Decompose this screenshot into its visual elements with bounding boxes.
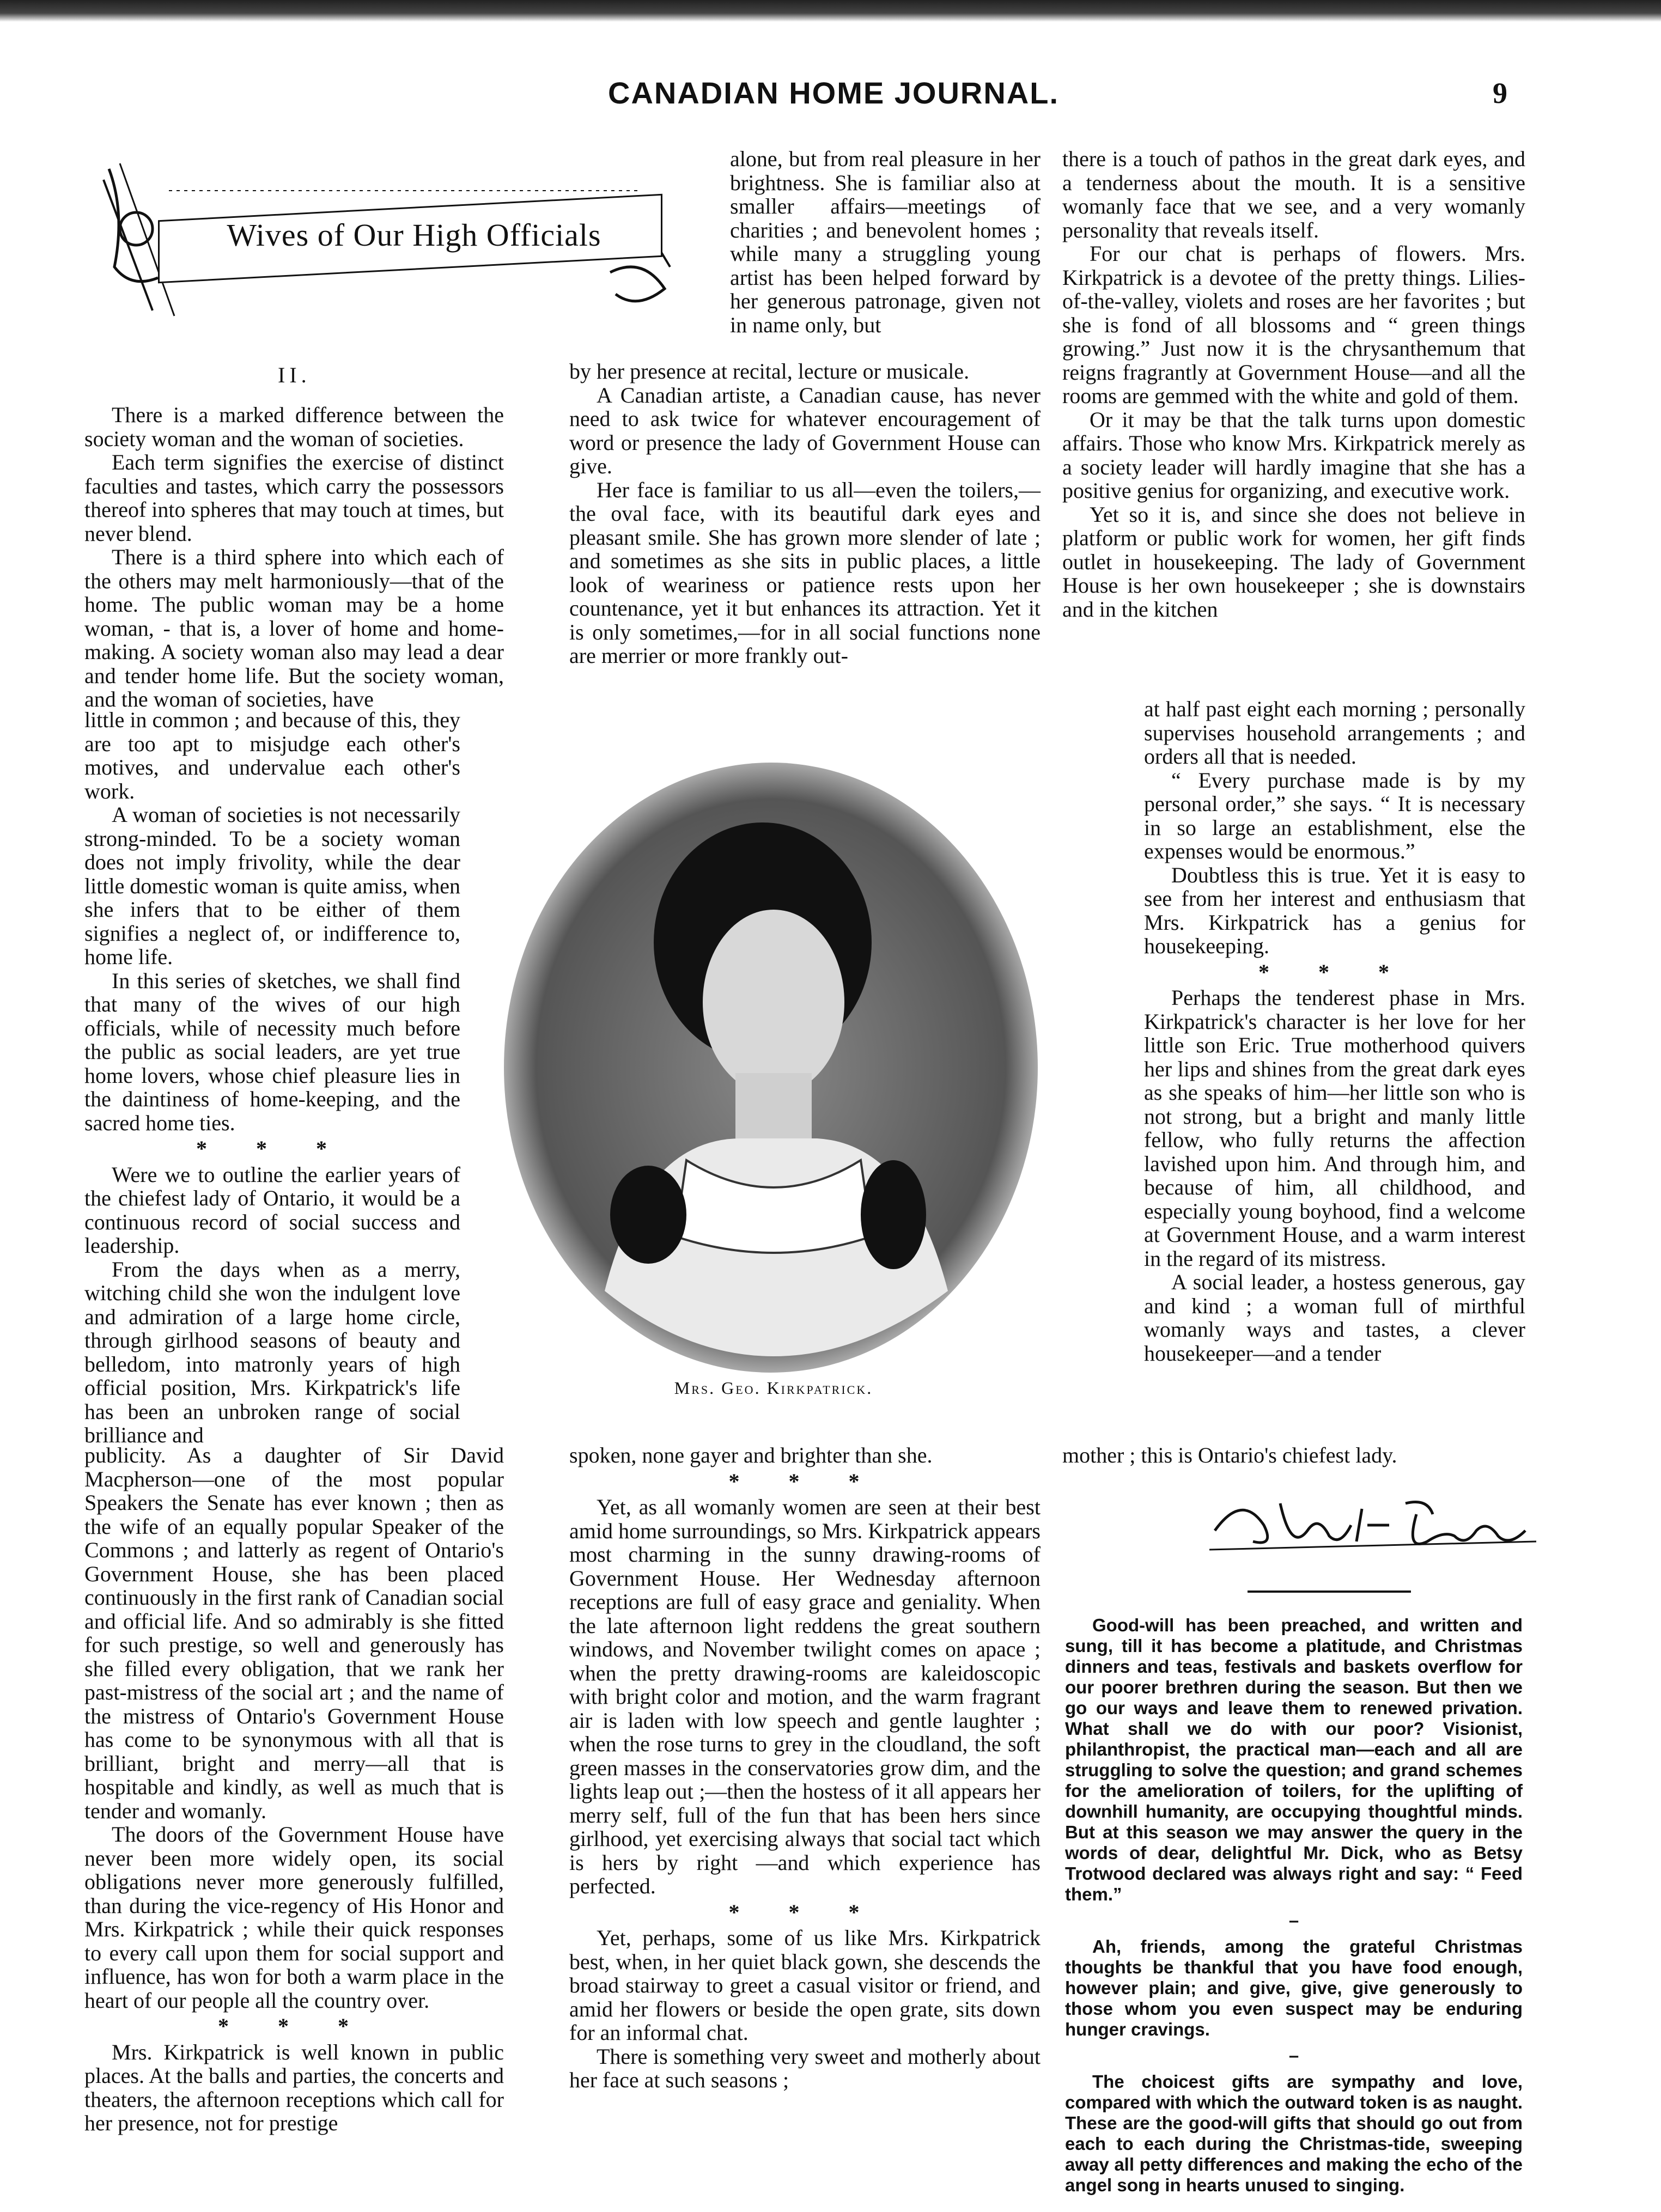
paragraph: there is a touch of pathos in the great dark eyes, and a tenderness about the mouth. It is a sensitive womanly face that we see, and a very womanly personality that reveals itself. [1062,147,1525,242]
section-divider: * * * [728,1468,881,1494]
section-divider: * * * [1258,959,1411,984]
paragraph: Ah, friends, among the grateful Christmas thoughts be thankful that you have food enough, however plain; and give, give, give generously to those whom you even suspect may be enduring hunger cravings. [1065,1936,1523,2039]
paragraph: alone, but from real pleasure in her brightness. She is familiar also at smaller affairs—meetings of charities ; and benevolent homes ; while many a struggling young artist has been helped forward by her generous patronage, given not in name only, but [730,147,1041,337]
paragraph: A Canadian artiste, a Canadian cause, has never need to ask twice for whatever encouragement of word or presence the lady of Government House can give. [569,382,1041,478]
portrait-image [479,746,1062,1389]
divider-rule [1248,1591,1411,1593]
paragraph: Perhaps the tenderest phase in Mrs. Kirkpatrick's character is her love for her little son Eric. True motherhood quivers her lips and shines from the great dark eyes as she speaks of him—her little son who is not strong, but a bright and manly little fellow, who fully returns the affection lavished upon him. And through him, and because of him, all childhood, and especially young boyhood, find a welcome at Government House, and a warm interest in the regard of its mistress. [1144,985,1525,1271]
paragraph: A social leader, a hostess generous, gay and kind ; a woman full of mirthful womanly ways and tastes, a clever housekeeper—and a tender [1144,1270,1525,1366]
section-divider: * * * [728,1899,881,1924]
paragraph: In this series of sketches, we shall find that many of the wives of our high officials, while of necessity much before the public as social leaders, are yet true home lovers, whose chief pleasure lies in the daintiness of home-keeping, and the sacred home ties. [84,968,460,1135]
author-signature [1198,1482,1553,1563]
page-number: 9 [1493,77,1507,109]
col3-middle [1144,697,1525,1365]
paragraph: Or it may be that the talk turns upon domestic affairs. Those who know Mrs. Kirkpatrick merely as a society leader will hardly imagine that she has a positive genius for organizing, and executive work. [1062,407,1525,503]
col2-top [569,359,1041,668]
paragraph: Each term signifies the exercise of distinct faculties and tastes, which carry the possessors thereof into spheres that may touch at times, but never blend. [84,450,504,546]
paragraph: The choicest gifts are sympathy and love, compared with which the outward token is as naught. These are the good-will gifts that should go out from each to each during the Christmas-tide, sweeping away all petty differences and making the echo of the angel song in hearts unused to singing. [1065,2071,1523,2195]
col2-top-narrow [730,147,1041,337]
col3-top [1062,147,1525,621]
paragraph: mother ; this is Ontario's chiefest lady. [1062,1443,1397,1467]
banner-title: Wives of Our High Officials [227,217,601,253]
journal-title: CANADIAN HOME JOURNAL. [608,76,1059,110]
paragraph: A woman of societies is not necessarily strong-minded. To be a society woman does not imply frivolity, while the dear little domestic woman is quite amiss, when she infers that to be either of them signifies a neglect of, or indifference to, home life. [84,802,460,969]
page-header [0,64,1661,124]
paragraph: Her face is familiar to us all—even the toilers,—the oval face, with its beautiful dark eyes and pleasant smile. She has grown more slender of late ; and sometimes as she sits in public places, a little look of weariness or patience rests upon her countenance, yet it but enhances its attraction. Yet it is only sometimes,—for in all social functions none are merrier or more frankly out- [569,477,1041,668]
divider-dash: – [1288,2045,1299,2065]
section-divider: * * * [218,2014,370,2038]
paragraph: For our chat is perhaps of flowers. Mrs. Kirkpatrick is a devotee of the pretty things. Lilies-of-the-valley, violets and roses are her favorites ; but she is fond of all blossoms and “ green things growing.” Just now it is the chrysanthemum that reigns fragrantly at Government House—and all the rooms are gemmed with the white and gold of them. [1062,241,1525,408]
signature-script [1198,1482,1553,1563]
paragraph: From the days when as a merry, witching child she won the indulgent love and admiration of a large home circle, through girlhood seasons of beauty and belledom, into matronly years of high official position, Mrs. Kirkpatrick's life has been an unbroken range of social brilliance and [84,1257,460,1447]
col3-end [1062,1443,1525,1467]
section-banner [93,147,686,321]
paragraph: little in common ; and because of this, they are too apt to misjudge each other's motives, and undervalue each other's work. [84,708,460,803]
paragraph: The doors of the Government House have never been more widely open, its social obligations never more generously fulfilled, than during the vice-regency of His Honor and Mrs. Kirkpatrick ; while their quick responses to every call upon them for social support and influence, has won for both a warm place in the heart of our people all the country over. [84,1822,504,2013]
paragraph: Yet, as all womanly women are seen at their best amid home surroundings, so Mrs. Kirkpatrick appears most charming in the sunny drawing-rooms of Government House. Her Wednesday afternoon receptions are full of easy grace and geniality. When the late afternoon light reddens the great southern windows, and November twilight comes on apace ; when the pretty drawing-rooms are kaleidoscopic with bright color and motion, and the warm fragrant air is laden with low speech and gentle laughter ; when the rose turns to grey in the cloudland, the soft green masses in the conservatories grow dim, and the lights leap out ;—then the hostess of it all appears her merry self, full of the fun that has been hers since girlhood, yet exercising always that social tact which is hers by right —and which experience has perfected. [569,1495,1041,1898]
paragraph: spoken, none gayer and brighter than she. [569,1443,933,1467]
paragraph: Doubtless this is true. Yet it is easy to see from her interest and enthusiasm that Mrs. Kirkpatrick has a genius for housekeeping. [1144,862,1525,958]
col1-middle [84,708,460,1447]
paragraph: There is a third sphere into which each of the others may melt harmoniously—that of the home. The public woman may be a home woman, - that is, a lover of home and home-making. A society woman also may lead a dear and tender home life. But the society woman, and the woman of societies, have [84,545,504,711]
section-number: II. [278,363,311,387]
paragraph: “ Every purchase made is by my personal order,” she says. “ It is necessary in so large an establishment, else the expenses would be enormous.” [1144,767,1525,863]
portrait-illustration [479,746,1062,1389]
paragraph: by her presence at recital, lecture or musicale. [569,359,970,383]
col1-top [84,403,504,711]
paragraph: Yet so it is, and since she does not believe in platform or public work for women, her gift finds outlet in housekeeping. The lady of Government House is her own housekeeper ; she is downstairs and in the kitchen [1062,502,1525,621]
editorial-note [1065,1615,1523,2196]
paragraph: publicity. As a daughter of Sir David Macpherson—one of the most popular Speakers the Senate has ever known ; then as the wife of an equally popular Speaker of the Commons ; and latterly as regent of Ontario's Government House, she has been placed continuously in the first rank of Canadian social and official life. And so admirably is she fitted for such prestige, so well and generously has she filled every obligation, that we rank her past-mistress of the social art ; and the name of the mistress of Ontario's Government House has come to be synonymous with all that is brilliant, bright and merry—all that is hospitable and kindly, as well as much that is tender and womanly. [84,1443,504,1823]
paragraph: There is something very sweet and motherly about her face at such seasons ; [569,2044,1041,2092]
col1-bottom [84,1443,504,2135]
portrait-caption: Mrs. Geo. Kirkpatrick. [674,1378,873,1398]
paragraph: Yet, perhaps, some of us like Mrs. Kirkpatrick best, when, in her quiet black gown, she descends the broad stairway to greet a casual visitor or friend, and amid her flowers or beside the open grate, sits down for an informal chat. [569,1925,1041,2045]
col2-bottom [569,1443,1041,2092]
paragraph: There is a marked difference between the society woman and the woman of societies. [84,403,504,451]
top-edge-band [0,0,1661,22]
paragraph: Were we to outline the earlier years of the chiefest lady of Ontario, it would be a continuous record of social success and leadership. [84,1162,460,1258]
paragraph: at half past eight each morning ; personally supervises household arrangements ; and orders all that is needed. [1144,697,1525,769]
paragraph: Good-will has been preached, and written and sung, till it has become a platitude, and Christmas dinners and teas, festivals and baskets overflow for our poorer brethren during the season. But then we go our ways and leave them to renewed privation. What shall we do with our poor? Visionist, philanthropist, the practical man—each and all are struggling to solve the question; and grand schemes for the amelioration of toilers, for the uplifting of downhill humanity, are occupying thoughtful minds. But at this season we may answer the query in the words of dear, delightful Mr. Dick, who as Betsy Trotwood declared was always right and say: “ Feed them.” [1065,1615,1523,1904]
paragraph: Mrs. Kirkpatrick is well known in public places. At the balls and parties, the concerts and theaters, the afternoon receptions which call for her presence, not for prestige [84,2039,504,2135]
section-divider: * * * [196,1136,349,1161]
divider-dash: – [1288,1910,1299,1930]
